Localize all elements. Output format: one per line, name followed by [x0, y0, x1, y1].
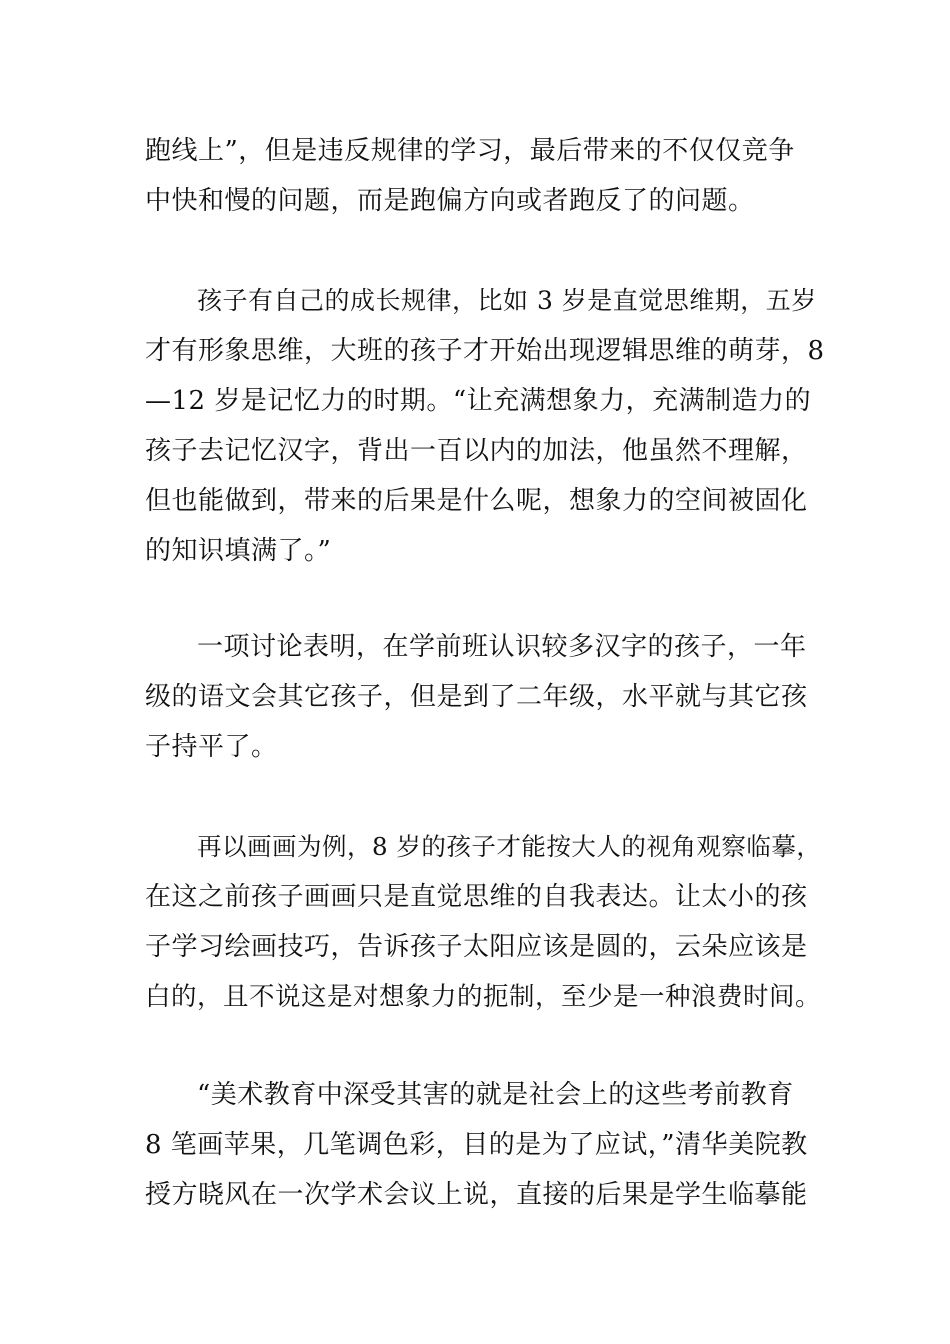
paragraph-4-line-4: 白的，且不说这是对想象力的扼制，至少是一种浪费时间。	[145, 982, 822, 1012]
paragraph-4-line-3: 子学习绘画技巧，告诉孩子太阳应该是圆的，云朵应该是	[145, 932, 808, 962]
paragraph-2-line-1: 孩子有自己的成长规律，比如 3 岁是直觉思维期，五岁	[197, 286, 817, 315]
paragraph-2-line-3: —12 岁是记忆力的时期。“让充满想象力，充满制造力的	[145, 386, 812, 416]
paragraph-2-line-2: 才有形象思维，大班的孩子才开始出现逻辑思维的萌芽，8	[145, 336, 825, 366]
paragraph-1-line-1: 跑线上”，但是违反规律的学习，最后带来的不仅仅竞争	[145, 136, 795, 166]
paragraph-2-line-5: 但也能做到，带来的后果是什么呢，想象力的空间被固化	[145, 486, 808, 516]
paragraph-5-line-1: “美术教育中深受其害的就是社会上的这些考前教育	[197, 1080, 794, 1110]
paragraph-4-line-1: 再以画画为例，8 岁的孩子才能按大人的视角观察临摹，	[197, 832, 822, 861]
paragraph-2-line-4: 孩子去记忆汉字，背出一百以内的加法，他虽然不理解，	[145, 436, 808, 466]
paragraph-5-line-2: 8 笔画苹果，几笔调色彩，目的是为了应试，”清华美院教	[145, 1130, 808, 1160]
paragraph-3-line-1: 一项讨论表明，在学前班认识较多汉字的孩子，一年	[197, 632, 807, 662]
paragraph-2-line-6: 的知识填满了。”	[145, 536, 332, 566]
paragraph-1-line-2: 中快和慢的问题，而是跑偏方向或者跑反了的问题。	[145, 186, 755, 216]
paragraph-3-line-3: 子持平了。	[145, 732, 278, 762]
paragraph-3-line-2: 级的语文会其它孩子，但是到了二年级，水平就与其它孩	[145, 682, 808, 712]
paragraph-4-line-2: 在这之前孩子画画只是直觉思维的自我表达。让太小的孩	[145, 882, 808, 912]
paragraph-5-line-3: 授方晓风在一次学术会议上说，直接的后果是学生临摹能	[145, 1180, 808, 1210]
